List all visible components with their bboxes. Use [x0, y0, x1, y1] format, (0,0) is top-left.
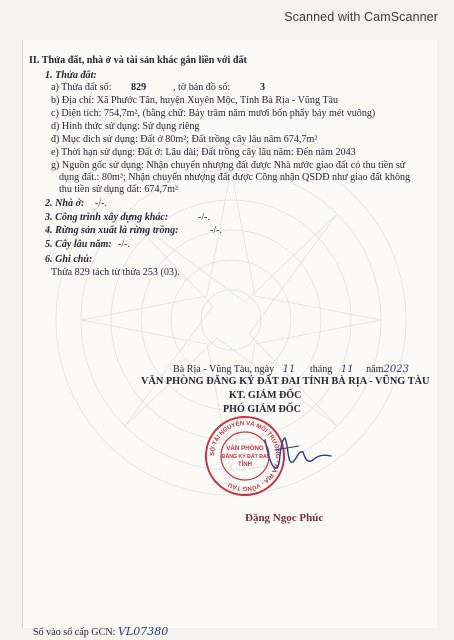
signing-month: 11	[340, 364, 354, 375]
handwritten-signature	[259, 430, 339, 480]
signing-place-date	[173, 364, 409, 376]
area-line: c) Diện tích: 754,7m², (bằng chữ: Bảy trăm năm mươi bốn phẩy bảy mét vuông)	[51, 108, 376, 119]
trees-value: -/-.	[118, 239, 131, 250]
land-heading: 1. Thửa đất:	[45, 70, 97, 81]
scanner-watermark: Scanned with CamScanner	[284, 10, 438, 24]
registry-label: Số vào sổ cấp GCN:	[33, 627, 116, 638]
notes-text: Thửa 829 tách từ thửa 253 (03).	[51, 267, 180, 278]
signer-name: Đặng Ngọc Phúc	[245, 512, 324, 524]
section-heading: II. Thửa đất, nhà ở và tài sản khác gắn liền với đất	[29, 55, 247, 66]
origin-line-3: thu tiền sử dụng đất: 674,7m²	[59, 184, 178, 195]
parcel-label: a) Thửa đất số:	[51, 82, 112, 93]
registry-value: VL07380	[117, 625, 169, 638]
forest-heading: 4. Rừng sản xuất là rừng trồng:	[45, 225, 179, 236]
on-behalf-line: KT. GIÁM ĐỐC	[229, 390, 302, 401]
origin-line-2: dụng đất.: 80m²; Nhận chuyển nhượng đất được Công nhận QSDĐ như giao đất không	[59, 172, 411, 183]
seal-text-line-1: VĂN PHÒNG	[226, 445, 264, 452]
registry-number	[33, 626, 168, 639]
usage-form-line: d) Hình thức sử dụng: Sử dụng riêng	[51, 121, 200, 132]
signing-year: 2023	[383, 364, 409, 375]
house-heading: 2. Nhà ở:	[45, 198, 85, 209]
issuing-office: VĂN PHÒNG ĐĂNG KÝ ĐẤT ĐAI TỈNH BÀ RỊA - VŨNG TÀU	[141, 376, 430, 387]
address-line: b) Địa chỉ: Xã Phước Tân, huyện Xuyên Mộc, Tỉnh Bà Rịa - Vũng Tàu	[51, 95, 339, 106]
signer-title: PHÓ GIÁM ĐỐC	[223, 404, 301, 415]
seal-ring-text: SỞ TÀI NGUYÊN VÀ MÔI TRƯỜNG · BÀ RỊA - VŨNG TÀU ·	[209, 420, 281, 492]
map-sheet-number: 3	[260, 82, 266, 93]
usage-purpose-line: đ) Mục đích sử dụng: Đất ở 80m²; Đất trồng cây lâu năm 674,7m²	[51, 134, 318, 145]
origin-line-1: g) Nguồn gốc sử dụng: Nhận chuyển nhượng đất được Nhà nước giao đất có thu tiền sử	[51, 160, 406, 171]
trees-heading: 5. Cây lâu năm:	[45, 239, 112, 250]
construction-heading: 3. Công trình xây dựng khác:	[45, 212, 169, 223]
signing-place: Bà Rịa - Vũng Tàu, ngày	[173, 364, 275, 375]
month-label: tháng	[309, 364, 333, 375]
construction-value: -/-.	[198, 212, 211, 223]
signing-day: 11	[282, 364, 296, 375]
year-label: năm	[366, 364, 384, 375]
notes-heading: 6. Ghi chú:	[45, 254, 93, 265]
seal-text-line-2: ĐĂNG KÝ ĐẤT ĐAI	[221, 454, 269, 460]
scanner-watermark-bar	[0, 0, 454, 30]
house-value: -/-.	[95, 198, 108, 209]
usage-term-line: e) Thời hạn sử dụng: Đất ở: Lâu dài; Đất trồng cây lâu năm: Đến năm 2043	[51, 147, 356, 158]
seal-text-line-3: TỈNH	[238, 462, 252, 468]
forest-value: -/-.	[210, 225, 223, 236]
parcel-number: 829	[131, 82, 147, 93]
certificate-page	[22, 40, 437, 638]
map-sheet-label: , tờ bản đồ số:	[173, 82, 231, 93]
